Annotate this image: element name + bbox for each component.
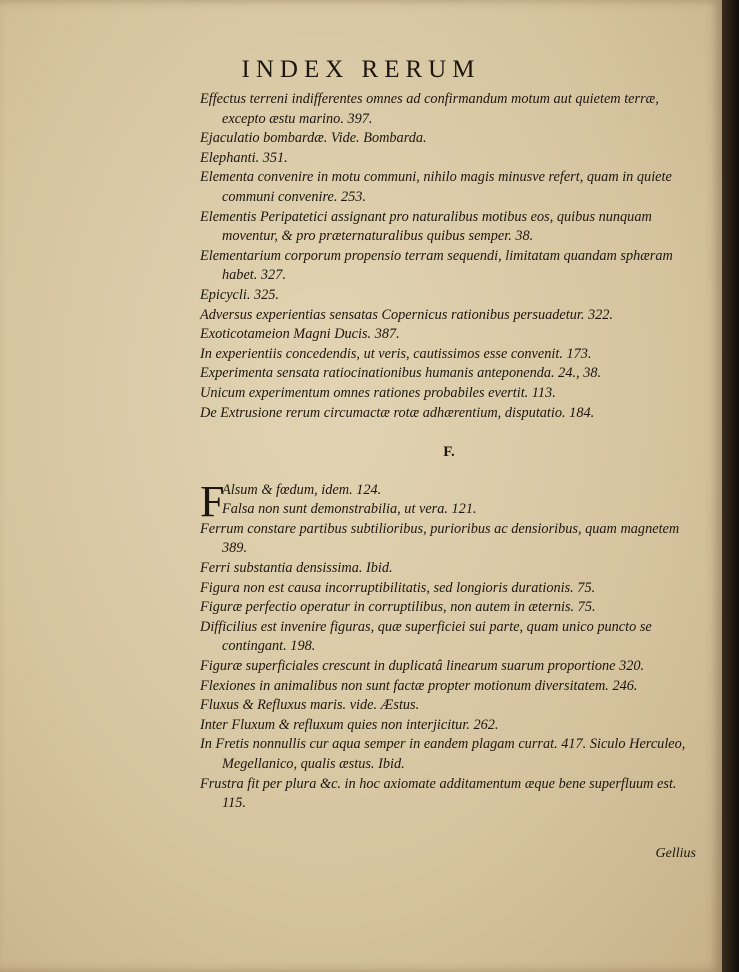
index-entry: De Extrusione rerum circumactæ rotæ adhærentium, disputatio. 184. [200, 404, 595, 421]
index-entry: Alsum & fœdum, idem. 124. [222, 481, 382, 498]
index-entry: Epicycli. 325. [200, 286, 280, 303]
index-entry: Effectus terreni indifferentes omnes ad confirmandum motum aut quietem terræ, excepto æstu marino. 397. [200, 91, 659, 127]
entries-e-group [200, 90, 698, 423]
index-entry: Ejaculatio bombardæ. Vide. Bombarda. [200, 130, 427, 147]
index-entry: Figuræ superficiales crescunt in duplicatâ linearum suarum proportione 320. [200, 658, 645, 675]
index-entry: In experientiis concedendis, ut veris, cautissimos esse convenit. 173. [200, 345, 592, 362]
book-spine-edge [722, 0, 739, 972]
index-entry: Inter Fluxum & refluxum quies non interjicitur. 262. [200, 716, 499, 733]
index-entries [200, 90, 698, 814]
entries-f-group [200, 520, 698, 814]
index-entry: Figura non est causa incorruptibilitatis, sed longioris durationis. 75. [200, 579, 596, 596]
catchword: Gellius [655, 846, 696, 861]
index-entry: Ferrum constare partibus subtilioribus, purioribus ac densioribus, quam magnetem 389. [200, 520, 680, 557]
index-entry: In Fretis nonnullis cur aqua semper in eandem plagam currat. 417. Siculo Herculeo, Megellanico, qualis æstus. Ibid. [200, 736, 686, 772]
index-entry: Elephanti. 351. [200, 149, 288, 166]
index-entry: Fluxus & Refluxus maris. vide. Æstus. [200, 697, 420, 714]
index-entry: Experimenta sensata ratiocinationibus humanis anteponenda. 24., 38. [200, 365, 602, 382]
index-entry: Elementarium corporum propensio terram sequendi, limitatam quandam sphæram habet. 327. [200, 247, 673, 284]
page-header: INDEX RERUM [241, 56, 481, 83]
section-heading-f: F. [443, 444, 455, 461]
index-entry: Frustra fit per plura &c. in hoc axiomate additamentum æque bene superfluum est. 115. [200, 775, 677, 812]
index-entry: Elementis Peripatetici assignant pro naturalibus motibus eos, quibus nunquam moventur, & pro præternaturalibus quibus semper. 38. [200, 208, 652, 245]
index-entry: Adversus experientias sensatas Copernicus rationibus persuadetur. 322. [200, 306, 613, 323]
index-entry: Figuræ perfectio operatur in corruptilibus, non autem in æternis. 75. [200, 599, 596, 616]
index-entry: Exoticotameion Magni Ducis. 387. [200, 326, 400, 343]
index-entry: Ferri substantia densissima. Ibid. [200, 560, 393, 577]
index-entry: Falsa non sunt demonstrabilia, ut vera. 121. [222, 501, 477, 518]
index-entry: Elementa convenire in motu communi, nihilo magis minusve refert, quam in quiete communi convenire. 253. [200, 169, 672, 205]
drop-capital: F [200, 476, 225, 526]
index-entry: Unicum experimentum omnes rationes probabiles evertit. 113. [200, 384, 556, 401]
index-entry: Difficilius est invenire figuras, quæ superficiei sui parte, quam unico puncto se contingant. 198. [200, 618, 652, 655]
dropcap-block [200, 476, 698, 526]
index-entry: Flexiones in animalibus non sunt factæ propter motionum diversitatem. 246. [200, 677, 638, 694]
